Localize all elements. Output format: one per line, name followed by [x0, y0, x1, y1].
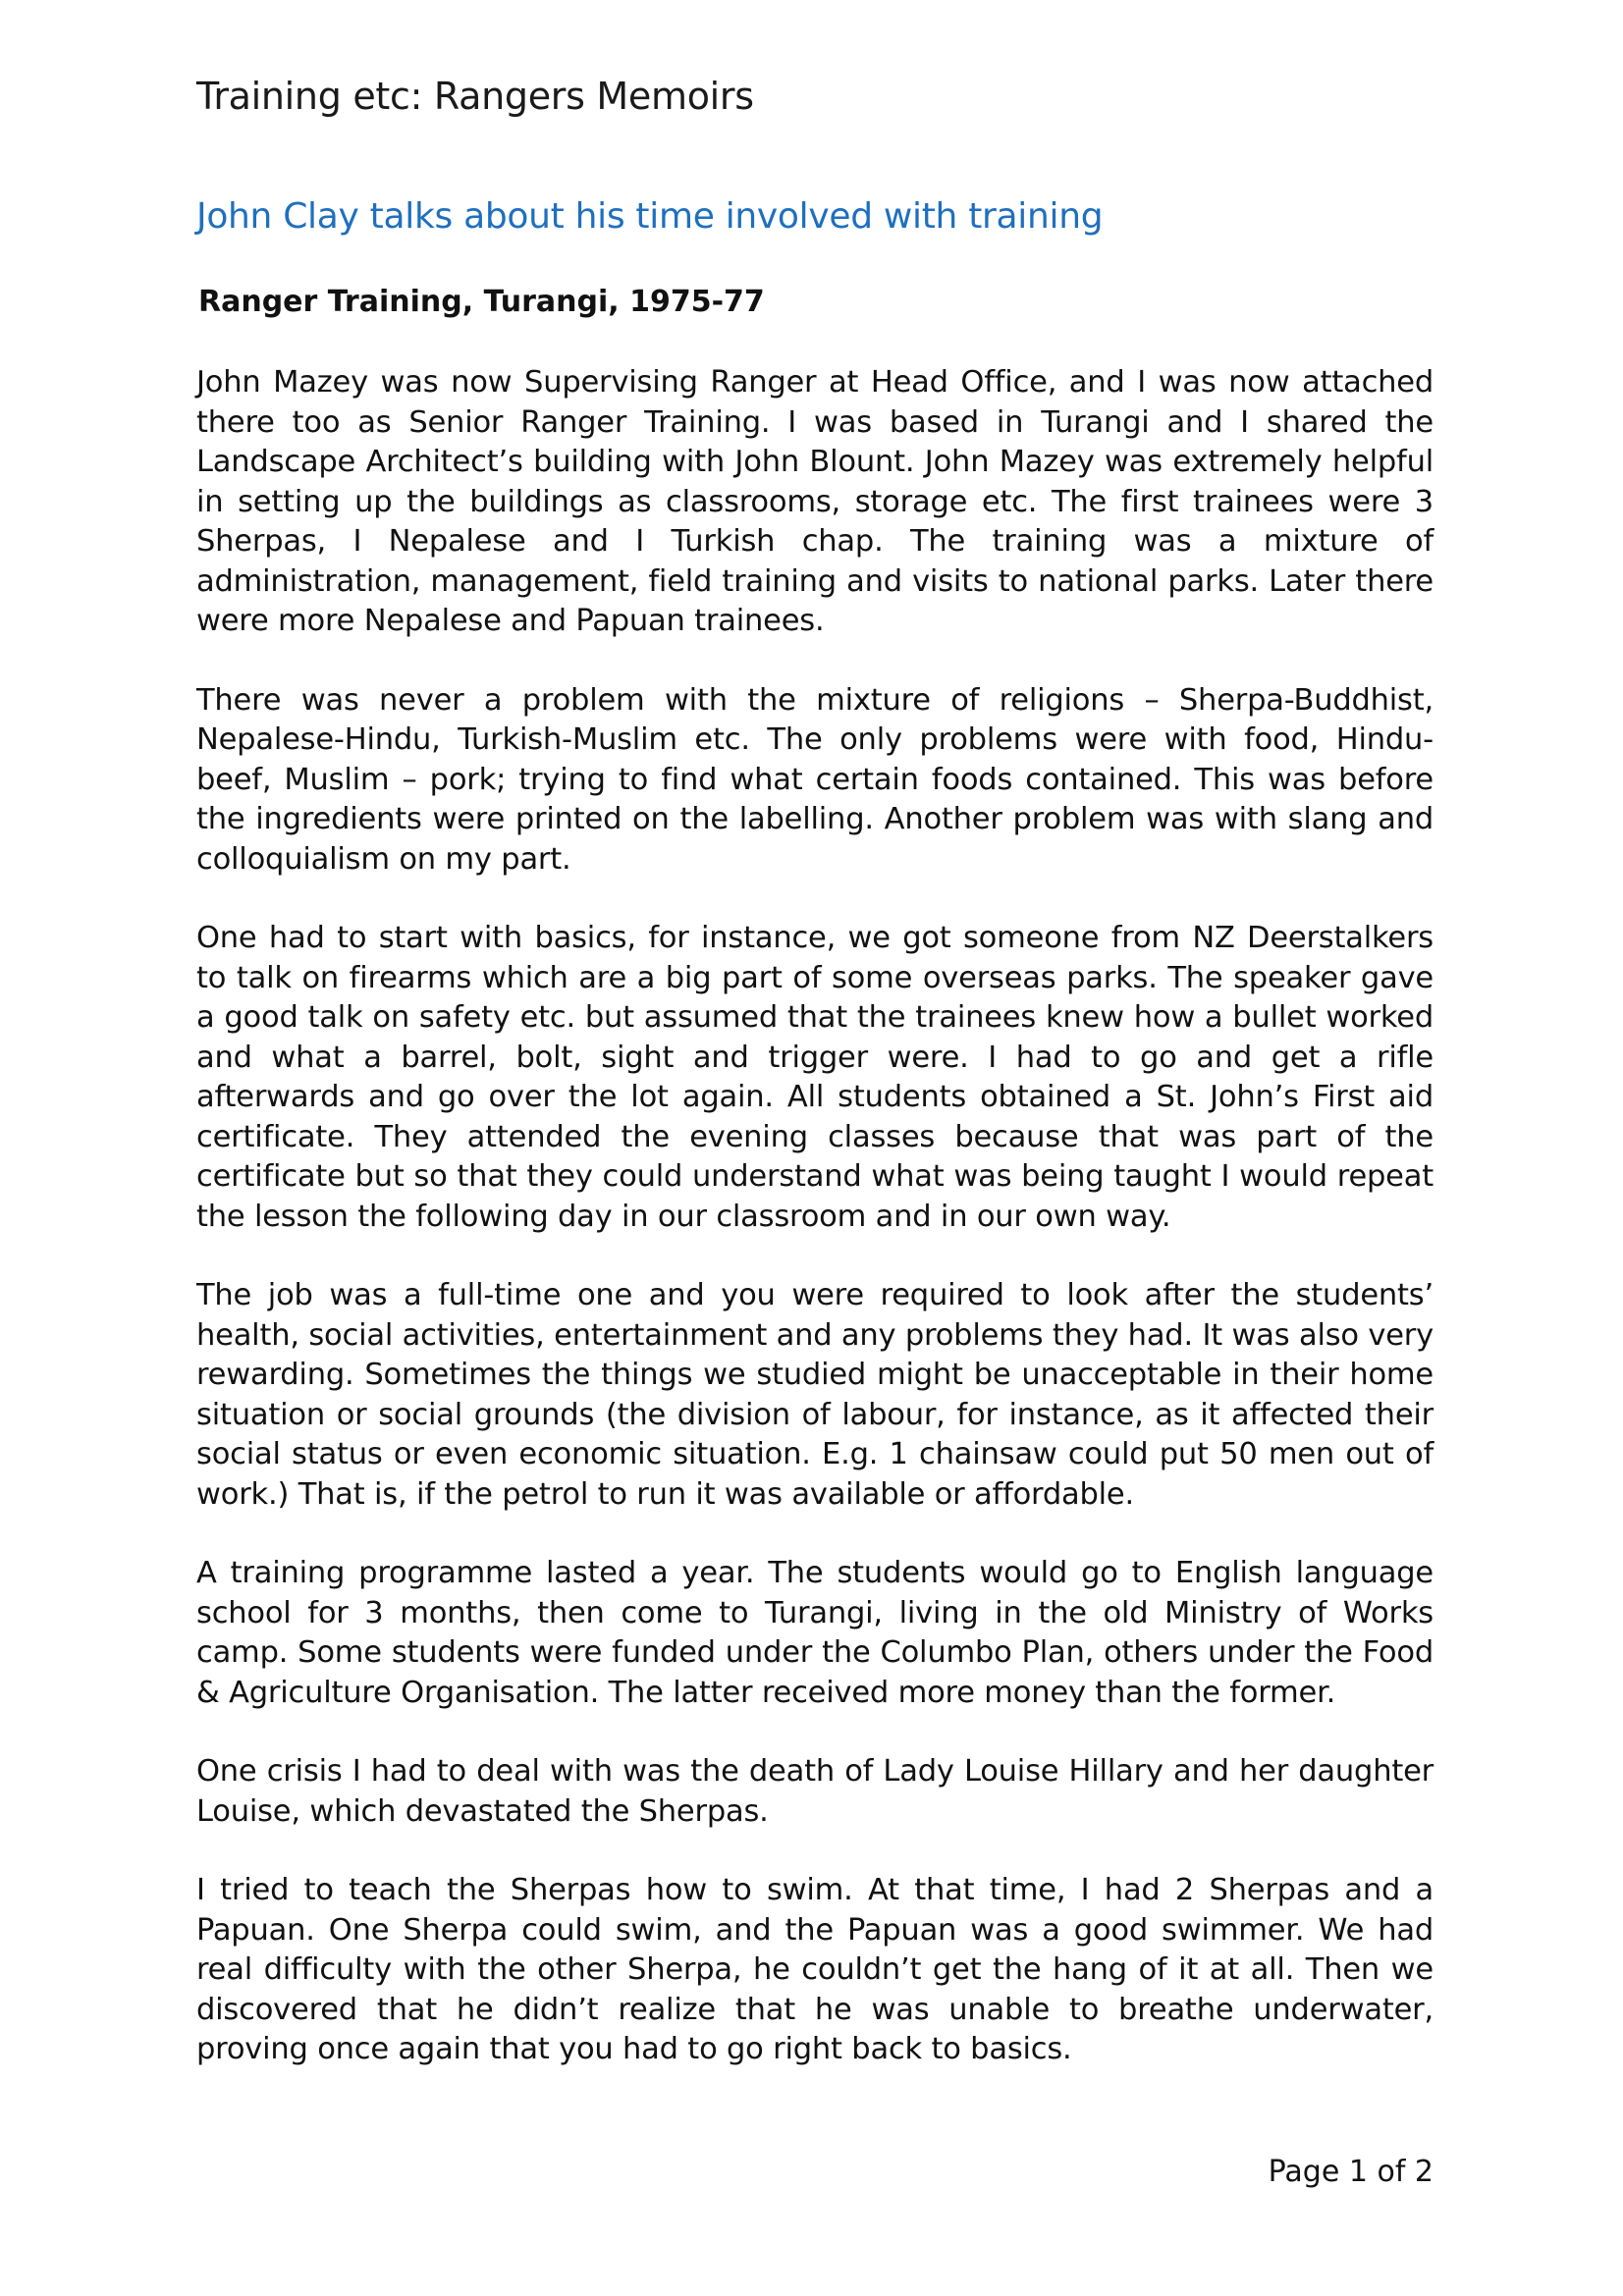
document-title: Training etc: Rangers Memoirs: [196, 75, 754, 118]
paragraph: One crisis I had to deal with was the death of Lady Louise Hillary and her daughter Louise, which devastated the Sherpas.: [196, 1754, 1434, 1829]
page-number: Page 1 of 2: [1268, 2155, 1434, 2189]
paragraph: John Mazey was now Supervising Ranger at Head Office, and I was now attached there too as Senior Ranger Training. I was based in Turangi and I shared the Landscape Architect’s building with John Blount. John Mazey was extremely helpful in setting up the buildings as classrooms, storage etc. The first trainees were 3 Sherpas, I Nepalese and I Turkish chap. The training was a mixture of administration, management, field training and visits to national parks. Later there were more Nepalese and Papuan trainees.: [196, 365, 1434, 638]
document-subtitle: John Clay talks about his time involved with training: [196, 196, 1104, 237]
paragraph: One had to start with basics, for instance, we got someone from NZ Deerstalkers to talk on firearms which are a big part of some overseas parks. The speaker gave a good talk on safety etc. but assumed that the trainees knew how a bullet worked and what a barrel, bolt, sight and trigger were. I had to go and get a rifle afterwards and go over the lot again. All students obtained a St. John’s First aid certificate. They attended the evening classes because that was part of the certificate but so that they could understand what was being taught I would repeat the lesson the following day in our classroom and in our own way.: [196, 921, 1434, 1234]
paragraph: The job was a full-time one and you were required to look after the students’ health, social activities, entertainment and any problems they had. It was also very rewarding. Sometimes the things we studied might be unacceptable in their home situation or social grounds (the division of labour, for instance, as it affected their social status or even economic situation. E.g. 1 chainsaw could put 50 men out of work.) That is, if the petrol to run it was available or affordable.: [196, 1278, 1434, 1512]
body-text: [196, 363, 1434, 2109]
paragraph: I tried to teach the Sherpas how to swim. At that time, I had 2 Sherpas and a Papuan. One Sherpa could swim, and the Papuan was a good swimmer. We had real difficulty with the other Sherpa, he couldn’t get the hang of it at all. Then we discovered that he didn’t realize that he was unable to breathe underwater, proving once again that you had to go right back to basics.: [196, 1873, 1434, 2066]
paragraph: There was never a problem with the mixture of religions – Sherpa-Buddhist, Nepalese-Hindu, Turkish-Muslim etc. The only problems were with food, Hindu-beef, Muslim – pork; trying to find what certain foods contained. This was before the ingredients were printed on the labelling. Another problem was with slang and colloquialism on my part.: [196, 682, 1434, 877]
paragraph: A training programme lasted a year. The students would go to English language school for 3 months, then come to Turangi, living in the old Ministry of Works camp. Some students were funded under the Columbo Plan, others under the Food & Agriculture Organisation. The latter received more money than the former.: [196, 1556, 1434, 1710]
section-heading: Ranger Training, Turangi, 1975-77: [198, 285, 765, 319]
